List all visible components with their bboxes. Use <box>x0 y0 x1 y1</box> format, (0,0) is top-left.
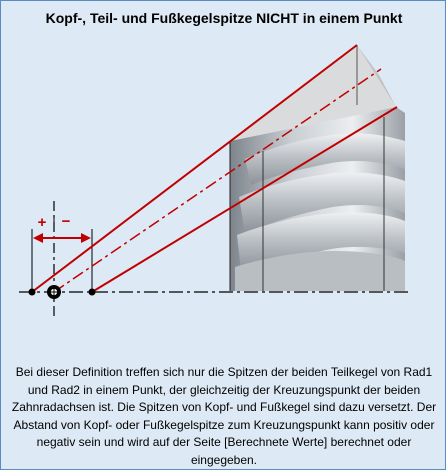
panel-title: Kopf-, Teil- und Fußkegelspitze NICHT in einem Punkt <box>45 10 403 26</box>
intersection-point-icon <box>47 285 61 299</box>
root-cone-apex-point <box>89 289 96 296</box>
plus-label: + <box>37 214 47 231</box>
gear-body <box>230 45 405 291</box>
double-arrow-icon <box>33 233 91 243</box>
minus-label: − <box>61 213 71 230</box>
bevel-gear-cone-diagram <box>1 1 446 361</box>
description-text: Bei dieser Definition treffen sich nur die Spitzen der beiden Teilkegel von Rad1 und Rad2 in einem Punkt, der gleichzeitig der Kreuzungspunkt der beiden Zahnradachsen ist. Die Spitzen von Kopf- und Fußkegel sind dazu versetzt. Der Abstand von Kopf- oder Fußkegelspitze zum Kreuzungspunkt kann positiv oder negativ sein und wird auf der Seite [Berechnete Werte] berechnet oder eingegeben. <box>11 365 437 467</box>
tip-cone-apex-point <box>29 289 36 296</box>
